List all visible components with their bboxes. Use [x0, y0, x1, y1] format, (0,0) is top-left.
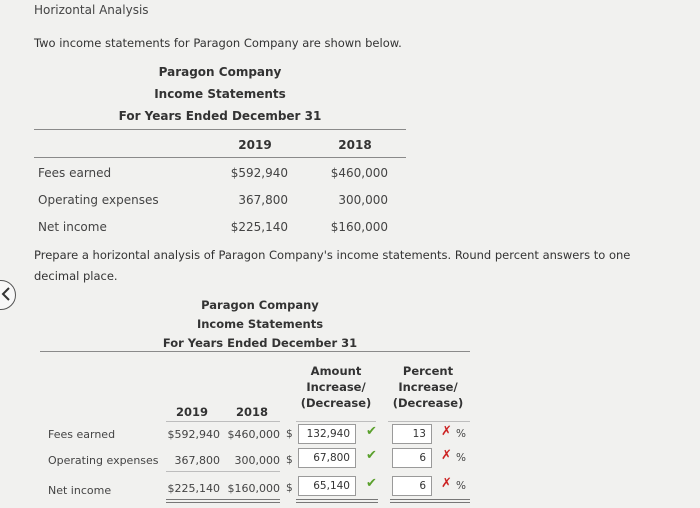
back-button[interactable]	[0, 280, 16, 310]
s1-row-value-2018: $160,000	[330, 220, 388, 234]
percent-change-input[interactable]: 6	[392, 448, 432, 468]
statement1-period: For Years Ended December 31	[118, 109, 322, 123]
s2-row-label: Net income	[48, 484, 112, 497]
statement1-col-2018: 2018	[338, 138, 372, 152]
percent-header-line1: Percent	[402, 364, 454, 378]
statement1-name: Income Statements	[154, 87, 286, 101]
amount-change-input[interactable]: 67,800	[298, 448, 356, 468]
currency-symbol: $	[286, 482, 293, 494]
amount-change-input[interactable]: 132,940	[298, 424, 356, 444]
x-mark-icon: ✗	[441, 448, 452, 463]
s1-row-label: Operating expenses	[38, 193, 159, 207]
amount-header-rule	[296, 421, 376, 422]
s1-row-value-2018: $460,000	[330, 166, 388, 180]
instructions-text: Prepare a horizontal analysis of Paragon Company's income statements. Round percent answers to one decimal place.	[34, 248, 631, 283]
s2-subtotal-rule	[166, 471, 280, 472]
percent-header-line3: (Decrease)	[392, 396, 464, 410]
currency-symbol: $	[286, 428, 293, 440]
percent-change-input[interactable]: 13	[392, 424, 432, 444]
statement1-company: Paragon Company	[158, 65, 282, 79]
s2-row-value-2019: 367,800	[174, 454, 220, 467]
x-mark-icon: ✗	[441, 424, 452, 439]
s2-row-label: Operating expenses	[48, 454, 159, 467]
statement2-col-2018: 2018	[235, 405, 268, 419]
amount-change-input[interactable]: 65,140	[298, 476, 356, 496]
s2-row-value-2018: $460,000	[227, 428, 280, 441]
checkmark-icon: ✔	[366, 448, 377, 463]
s2-total-double-rule	[166, 499, 280, 503]
statement1-col-2019: 2019	[238, 138, 272, 152]
s1-row-label: Fees earned	[38, 166, 112, 180]
currency-symbol: $	[286, 454, 293, 466]
s2-row-label: Fees earned	[48, 428, 116, 441]
percent-header-line2: Increase/	[398, 380, 458, 394]
chevron-left-icon	[1, 286, 11, 305]
amount-header-line1: Amount	[310, 364, 362, 378]
percent-total-double-rule	[390, 499, 470, 503]
statement2-year-rule	[166, 421, 280, 422]
statement2-company: Paragon Company	[201, 298, 319, 312]
s2-row-value-2018: $160,000	[227, 482, 280, 495]
s2-row-value-2019: $592,940	[167, 428, 220, 441]
s1-row-value-2019: 367,800	[238, 193, 288, 207]
s1-row-value-2019: $225,140	[230, 220, 288, 234]
x-mark-icon: ✗	[441, 476, 452, 491]
checkmark-icon: ✔	[366, 424, 377, 439]
statement2-name: Income Statements	[196, 317, 324, 331]
amount-header-line3: (Decrease)	[300, 396, 372, 410]
percent-change-input[interactable]: 6	[392, 476, 432, 496]
amount-total-double-rule	[296, 499, 378, 503]
intro-text: Two income statements for Paragon Company are shown below.	[34, 36, 402, 50]
s2-row-value-2018: 300,000	[234, 454, 280, 467]
percent-symbol: %	[456, 452, 466, 464]
amount-header-line2: Increase/	[306, 380, 366, 394]
s2-row-value-2019: $225,140	[167, 482, 220, 495]
s1-row-value-2018: 300,000	[338, 193, 388, 207]
s1-row-value-2019: $592,940	[230, 166, 288, 180]
percent-symbol: %	[456, 480, 466, 492]
s1-row-label: Net income	[38, 220, 107, 234]
statement2-top-rule	[40, 351, 470, 352]
statement2-col-2019: 2019	[175, 405, 208, 419]
statement2-period: For Years Ended December 31	[162, 336, 358, 350]
statement1-header-rule	[34, 157, 406, 158]
statement1-top-rule	[34, 129, 406, 130]
checkmark-icon: ✔	[366, 476, 377, 491]
percent-header-rule	[388, 421, 470, 422]
page-title: Horizontal Analysis	[34, 3, 149, 17]
percent-symbol: %	[456, 428, 466, 440]
